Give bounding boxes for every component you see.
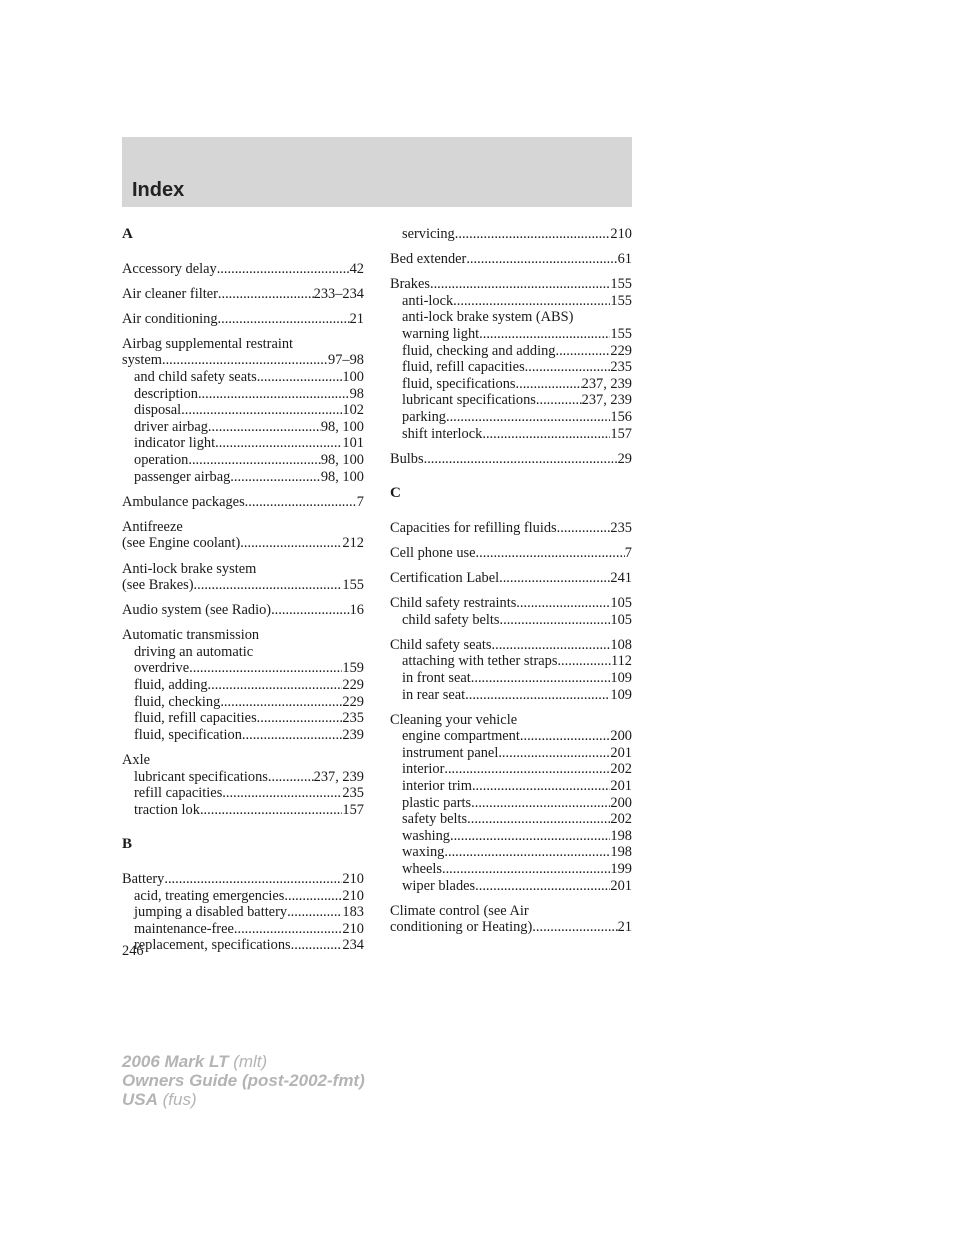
index-entry	[122, 311, 364, 328]
footer-market: USA	[122, 1090, 158, 1109]
index-entry	[390, 595, 632, 628]
index-entry-line	[122, 519, 364, 536]
index-subentry	[390, 376, 632, 393]
index-column-left	[122, 226, 364, 962]
index-subentry	[390, 326, 632, 343]
index-page-ref: 229	[610, 342, 632, 359]
index-term: washing	[402, 827, 450, 844]
dot-leader	[453, 293, 610, 310]
index-subentry	[122, 369, 364, 386]
index-term: Air conditioning	[122, 310, 218, 327]
index-page-ref: 200	[610, 794, 632, 811]
dot-leader	[189, 660, 342, 677]
index-subentry	[390, 761, 632, 778]
index-entry	[122, 494, 364, 511]
dot-leader	[466, 251, 617, 268]
index-entry-line	[122, 561, 364, 578]
index-page-ref: 157	[610, 425, 632, 442]
index-entry-line	[390, 545, 632, 562]
index-term: system	[122, 352, 162, 369]
index-entry-line	[390, 451, 632, 468]
dot-leader	[287, 904, 342, 921]
index-term: disposal	[134, 402, 182, 419]
index-page-ref: 156	[610, 408, 632, 425]
dot-leader	[475, 878, 610, 895]
index-subentry	[390, 728, 632, 745]
dot-leader	[465, 687, 610, 704]
index-term: passenger airbag	[134, 468, 231, 485]
index-subentry	[390, 778, 632, 795]
index-subentry	[122, 677, 364, 694]
index-subentry	[390, 811, 632, 828]
index-page-ref: 200	[610, 728, 632, 745]
index-page-ref: 237, 239	[581, 375, 632, 392]
index-page-ref: 21	[349, 310, 364, 327]
index-subentry	[122, 937, 364, 954]
index-term: operation	[134, 452, 189, 469]
footer-model: 2006 Mark LT	[122, 1052, 229, 1071]
index-entry-line	[122, 577, 364, 594]
dot-leader	[162, 352, 328, 369]
dot-leader	[479, 326, 610, 343]
index-entry	[122, 519, 364, 552]
index-entry	[390, 903, 632, 936]
index-subentry	[390, 861, 632, 878]
index-entry-line	[390, 595, 632, 612]
index-subentry	[390, 828, 632, 845]
index-term: Brakes	[390, 276, 430, 293]
index-page-ref: 16	[349, 602, 364, 619]
index-entry-line	[390, 903, 632, 920]
dot-leader	[198, 386, 350, 403]
page-number: 246	[122, 943, 144, 959]
index-term: acid, treating emergencies	[134, 887, 285, 904]
dot-leader	[291, 937, 343, 954]
index-term: Child safety seats	[390, 636, 492, 653]
footer	[122, 1052, 365, 1109]
index-subentry	[122, 802, 364, 819]
index-page-ref: 98, 100	[320, 468, 364, 485]
index-subentry	[122, 785, 364, 802]
index-entry	[122, 261, 364, 278]
index-term: warning light	[402, 325, 480, 342]
index-page-ref: 7	[356, 493, 364, 510]
dot-leader	[476, 545, 625, 562]
index-term: in rear seat	[402, 686, 466, 703]
index-entry	[390, 251, 632, 268]
index-page-ref: 98	[349, 385, 364, 402]
index-term: description	[134, 385, 198, 402]
index-term: wiper blades	[402, 877, 476, 894]
dot-leader	[284, 888, 342, 905]
index-term: fluid, refill capacities	[134, 710, 257, 727]
dot-leader	[208, 677, 343, 694]
index-term: Bed extender	[390, 251, 467, 268]
index-term: (see Brakes)	[122, 577, 194, 594]
index-subentry	[390, 670, 632, 687]
index-term: driver airbag	[134, 418, 208, 435]
index-subentry	[122, 921, 364, 938]
index-page-ref: 210	[610, 226, 632, 242]
dot-leader	[257, 369, 343, 386]
index-page-ref: 237, 239	[581, 392, 632, 409]
index-term: in front seat	[402, 669, 471, 686]
index-subentry	[122, 769, 364, 786]
index-term: interior trim	[402, 778, 472, 795]
index-term: engine compartment	[402, 728, 520, 745]
index-term: wheels	[402, 861, 442, 877]
index-subentry	[122, 888, 364, 905]
index-term: anti-lock	[402, 292, 454, 309]
index-page-ref: 159	[342, 660, 364, 677]
index-entry-line	[122, 752, 364, 769]
index-entry-line	[122, 261, 364, 278]
dot-leader	[181, 402, 342, 419]
index-page-ref: 234	[342, 937, 364, 954]
footer-line	[122, 1052, 365, 1071]
index-entry-line	[122, 627, 364, 644]
index-term: fluid, specification	[134, 726, 242, 743]
index-page-ref: 202	[610, 811, 632, 828]
index-term: instrument panel	[402, 744, 499, 761]
index-subentry	[122, 419, 364, 436]
index-subentry	[390, 653, 632, 670]
index-entry-line	[390, 276, 632, 293]
index-entry	[122, 752, 364, 818]
index-page-ref: 199	[610, 861, 632, 877]
dot-leader	[471, 795, 610, 812]
index-page-ref: 157	[342, 801, 364, 818]
index-entry	[122, 286, 364, 303]
index-term: Accessory delay	[122, 260, 217, 277]
index-subentry	[122, 660, 364, 677]
index-entry-line	[390, 520, 632, 537]
index-term: Air cleaner filter	[122, 285, 218, 302]
index-term: Automatic transmission	[122, 627, 260, 644]
index-term: interior	[402, 761, 445, 778]
index-page-ref: 155	[610, 325, 632, 342]
index-subentry	[390, 612, 632, 629]
index-subentry	[390, 293, 632, 310]
index-page-ref: 100	[342, 369, 364, 386]
index-page-ref: 155	[610, 276, 632, 293]
index-page-ref: 229	[342, 677, 364, 694]
dot-leader	[218, 311, 350, 328]
index-entry	[390, 520, 632, 537]
index-page-ref: 235	[610, 519, 632, 536]
dot-leader	[245, 494, 357, 511]
index-subentry	[122, 435, 364, 452]
dot-leader	[218, 286, 314, 303]
index-subentry	[390, 359, 632, 376]
index-term: Axle	[122, 751, 150, 768]
index-entry	[122, 627, 364, 743]
index-entry-line	[122, 602, 364, 619]
index-term: Capacities for refilling fluids	[390, 519, 557, 536]
index-term: replacement, specifications	[134, 937, 291, 954]
index-term: Anti-lock brake system	[122, 560, 257, 577]
index-subentry	[122, 386, 364, 403]
dot-leader	[444, 844, 610, 861]
footer-line	[122, 1071, 365, 1090]
index-term: Ambulance packages	[122, 493, 245, 510]
index-entry	[390, 570, 632, 587]
index-page-ref: 105	[610, 611, 632, 628]
index-page-ref: 42	[349, 260, 364, 277]
index-entry	[390, 545, 632, 562]
dot-leader	[208, 419, 321, 436]
index-term: and child safety seats	[134, 369, 257, 386]
index-entry-line	[122, 494, 364, 511]
index-term: (see Engine coolant)	[122, 535, 241, 552]
index-entry-line	[390, 251, 632, 268]
index-subentry	[122, 694, 364, 711]
dot-leader	[215, 435, 342, 452]
index-subentry	[390, 687, 632, 704]
index-subentry	[390, 409, 632, 426]
index-entry-line	[390, 712, 632, 729]
index-page-ref: 235	[610, 359, 632, 376]
index-page-ref: 155	[610, 292, 632, 309]
index-subentry	[122, 904, 364, 921]
dot-leader	[430, 276, 610, 293]
index-term: plastic parts	[402, 794, 472, 811]
dot-leader	[240, 535, 342, 552]
dot-leader	[499, 570, 610, 587]
index-page-ref: 98, 100	[320, 452, 364, 469]
index-term: Airbag supplemental restraint	[122, 335, 294, 352]
index-term: refill capacities	[134, 785, 223, 802]
index-entry	[122, 561, 364, 594]
index-page-ref: 108	[610, 636, 632, 653]
index-page-ref: 229	[342, 693, 364, 710]
index-term: indicator light	[134, 435, 216, 452]
dot-leader	[450, 828, 610, 845]
index-entry-line	[122, 286, 364, 303]
index-term: Cleaning your vehicle	[390, 711, 518, 728]
index-page-ref: 29	[617, 450, 632, 467]
index-term: Bulbs	[390, 450, 424, 467]
index-page-ref: 112	[610, 653, 632, 670]
index-subentry	[390, 878, 632, 895]
section-title: Index	[132, 179, 185, 201]
dot-leader	[498, 745, 610, 762]
dot-leader	[472, 778, 610, 795]
index-term: Child safety restraints	[390, 595, 517, 612]
index-page-ref: 201	[610, 778, 632, 795]
index-letter-heading: C	[390, 485, 401, 502]
index-page-ref: 241	[610, 570, 632, 586]
dot-leader	[164, 871, 342, 888]
dot-leader	[557, 653, 610, 670]
index-subentry	[390, 226, 632, 243]
index-term: conditioning or Heating)	[390, 919, 533, 936]
index-subentry	[390, 309, 632, 326]
index-subentry	[122, 452, 364, 469]
index-entry-line	[122, 311, 364, 328]
dot-leader	[557, 520, 611, 537]
dot-leader	[268, 769, 314, 786]
dot-leader	[536, 392, 582, 409]
index-page-ref: 210	[342, 920, 364, 937]
index-entry-line	[390, 570, 632, 587]
footer-market-code: (fus)	[162, 1090, 197, 1109]
index-page-ref: 239	[342, 726, 364, 743]
dot-leader	[242, 727, 343, 744]
index-entry	[390, 637, 632, 703]
dot-leader	[455, 226, 611, 243]
index-letter-heading: A	[122, 226, 133, 242]
index-entry-line	[122, 336, 364, 353]
index-term: shift interlock	[402, 425, 483, 442]
dot-leader	[442, 861, 610, 878]
index-subentry	[390, 392, 632, 409]
index-term: overdrive	[134, 660, 190, 677]
dot-leader	[555, 343, 610, 360]
index-page-ref: 98, 100	[320, 418, 364, 435]
index-entry	[390, 712, 632, 895]
index-entry	[122, 871, 364, 954]
dot-leader	[482, 426, 610, 443]
section-header	[122, 137, 632, 207]
index-page-ref: 233–234	[313, 285, 364, 302]
footer-line	[122, 1090, 365, 1109]
index-entry-line	[122, 871, 364, 888]
index-page-ref: 235	[342, 710, 364, 727]
dot-leader	[194, 577, 343, 594]
index-page-ref: 210	[342, 870, 364, 887]
index-letter-heading: B	[122, 836, 133, 853]
index-subentry	[122, 644, 364, 661]
index-page-ref: 102	[342, 402, 364, 419]
index-term: servicing	[402, 226, 455, 242]
index-page-ref: 109	[610, 669, 632, 686]
dot-leader	[200, 802, 342, 819]
index-subentry	[122, 710, 364, 727]
index-entry	[390, 276, 632, 442]
index-term: parking	[402, 408, 446, 425]
dot-leader	[217, 261, 350, 278]
index-term: maintenance-free	[134, 920, 234, 937]
index-subentry	[122, 402, 364, 419]
index-entry	[122, 336, 364, 485]
index-page-ref: 210	[342, 887, 364, 904]
dot-leader	[516, 376, 582, 393]
index-term: Certification Label	[390, 570, 500, 586]
dot-leader	[467, 811, 610, 828]
dot-leader	[500, 612, 611, 629]
index-term: safety belts	[402, 811, 468, 828]
index-page-ref: 183	[342, 904, 364, 921]
dot-leader	[525, 359, 611, 376]
index-entry-line	[122, 535, 364, 552]
dot-leader	[257, 710, 343, 727]
index-column-right	[390, 226, 632, 944]
index-term: jumping a disabled battery	[134, 904, 288, 921]
index-page-ref: 198	[610, 827, 632, 844]
footer-model-code: (mlt)	[233, 1052, 268, 1071]
dot-leader	[188, 452, 320, 469]
dot-leader	[532, 919, 617, 936]
index-subentry	[390, 844, 632, 861]
index-entry-line	[390, 637, 632, 654]
dot-leader	[471, 670, 611, 687]
index-entry-line	[390, 919, 632, 936]
dot-leader	[271, 602, 350, 619]
index-term: lubricant specifications	[134, 768, 268, 785]
index-page-ref: 235	[342, 785, 364, 802]
index-page-ref: 101	[342, 435, 364, 452]
index-page-ref: 201	[610, 744, 632, 761]
dot-leader	[520, 728, 611, 745]
index-subentry	[122, 727, 364, 744]
index-page-ref: 109	[610, 686, 632, 703]
index-entry	[390, 226, 632, 243]
dot-leader	[234, 921, 343, 938]
index-subentry	[122, 469, 364, 486]
index-term: child safety belts	[402, 611, 500, 628]
index-term: traction lok	[134, 801, 200, 818]
footer-guide: Owners Guide (post-2002-fmt)	[122, 1071, 365, 1090]
index-page-ref: 198	[610, 844, 632, 861]
index-term: fluid, checking	[134, 693, 221, 710]
index-page-ref: 202	[610, 761, 632, 778]
dot-leader	[446, 409, 610, 426]
index-entry	[390, 451, 632, 468]
index-subentry	[390, 795, 632, 812]
index-page-ref: 61	[617, 251, 632, 268]
index-entry	[122, 602, 364, 619]
dot-leader	[222, 785, 342, 802]
index-term: fluid, adding	[134, 677, 208, 694]
dot-leader	[424, 451, 618, 468]
index-entry-line	[122, 352, 364, 369]
index-term: waxing	[402, 844, 445, 861]
index-term: attaching with tether straps	[402, 653, 558, 670]
index-term: Climate control (see Air	[390, 902, 529, 919]
dot-leader	[492, 637, 611, 654]
index-term: Cell phone use	[390, 544, 476, 561]
index-term: anti-lock brake system (ABS)	[402, 309, 574, 326]
index-subentry	[390, 745, 632, 762]
index-page-ref: 155	[342, 577, 364, 594]
index-term: fluid, refill capacities	[402, 359, 525, 376]
index-page-ref: 237, 239	[313, 768, 364, 785]
index-term: fluid, checking and adding	[402, 342, 556, 359]
index-page-ref: 97–98	[328, 352, 364, 369]
index-page-ref: 105	[610, 595, 632, 612]
index-term: fluid, specifications	[402, 375, 516, 392]
index-term: driving an automatic	[134, 643, 254, 660]
index-page-ref: 212	[342, 535, 364, 552]
index-term: Antifreeze	[122, 518, 183, 535]
dot-leader	[444, 761, 610, 778]
index-subentry	[390, 343, 632, 360]
index-page-ref: 201	[610, 877, 632, 894]
index-term: Battery	[122, 870, 165, 887]
index-term: lubricant specifications	[402, 392, 536, 409]
index-subentry	[390, 426, 632, 443]
dot-leader	[220, 694, 342, 711]
dot-leader	[516, 595, 610, 612]
index-page-ref: 7	[624, 544, 632, 561]
index-page-ref: 21	[617, 919, 632, 936]
dot-leader	[230, 469, 321, 486]
index-term: Audio system (see Radio)	[122, 602, 272, 619]
